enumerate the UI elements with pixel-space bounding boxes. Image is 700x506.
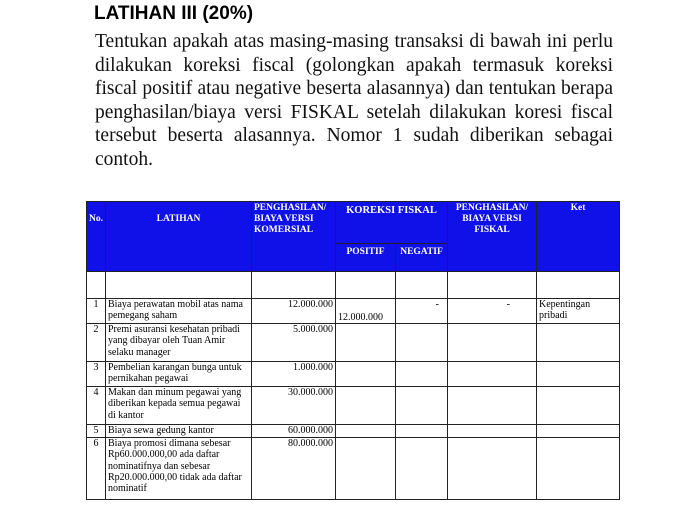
col-header-komersial: PENGHASILAN/ BIAYA VERSI KOMERSIAL [252, 202, 336, 272]
row-ket [537, 362, 620, 387]
row-positif [336, 362, 396, 387]
table-blank-row [87, 272, 620, 299]
row-negatif: - [396, 299, 448, 324]
row-fiskal [448, 324, 537, 362]
col-header-latihan: LATIHAN [106, 202, 252, 272]
row-fiskal [448, 425, 537, 438]
row-negatif [396, 425, 448, 438]
col-header-fiskal: PENGHASILAN/ BIAYA VERSI FISKAL [448, 202, 537, 272]
row-negatif [396, 387, 448, 425]
table-row [87, 425, 620, 438]
row-latihan: Premi asuransi kesehatan pribadi yang dibayar oleh Tuan Amir selaku manager [106, 324, 252, 362]
table-row [87, 299, 620, 324]
row-ket: Kepentingan pribadi [537, 299, 620, 324]
instruction-paragraph: Tentukan apakah atas masing-masing transaksi di bawah ini perlu dilakukan koreksi fiscal (golongkan apakah termasuk koreksi fiscal positif atau negative beserta alasannya) dan tentukan berapa penghasilan/biaya versi FISKAL setelah dilakukan koresi fiscal tersebut beserta alasannya. Nomor 1 sudah diberikan sebagai contoh. [95, 31, 613, 170]
row-komersial: 30.000.000 [252, 387, 336, 425]
row-ket [537, 387, 620, 425]
row-komersial: 80.000.000 [252, 438, 336, 500]
table-row [87, 362, 620, 387]
col-header-no: No. [87, 202, 106, 272]
row-latihan: Makan dan minum pegawai yang diberikan kepada semua pegawai di kantor [106, 387, 252, 425]
row-komersial: 60.000.000 [252, 425, 336, 438]
row-no: 1 [87, 299, 106, 324]
row-positif: 12.000.000 [336, 299, 396, 324]
row-fiskal: - [448, 299, 537, 324]
row-ket [537, 438, 620, 500]
row-no: 2 [87, 324, 106, 362]
row-komersial: 12.000.000 [252, 299, 336, 324]
row-latihan: Pembelian karangan bunga untuk pernikahan pegawai [106, 362, 252, 387]
table-row [87, 387, 620, 425]
col-header-koreksi: KOREKSI FISKAL [336, 202, 448, 244]
row-positif [336, 324, 396, 362]
row-komersial: 5.000.000 [252, 324, 336, 362]
row-latihan: Biaya sewa gedung kantor [106, 425, 252, 438]
col-header-negatif: NEGATIF [396, 244, 448, 272]
row-negatif [396, 362, 448, 387]
exercise-heading: LATIHAN III (20%) [94, 3, 254, 24]
row-negatif [396, 324, 448, 362]
exercise-table [86, 201, 620, 500]
row-latihan: Biaya perawatan mobil atas nama pemegang saham [106, 299, 252, 324]
row-komersial: 1.000.000 [252, 362, 336, 387]
row-positif [336, 387, 396, 425]
row-no: 6 [87, 438, 106, 500]
row-fiskal [448, 438, 537, 500]
table-row [87, 438, 620, 500]
row-ket [537, 425, 620, 438]
row-no: 4 [87, 387, 106, 425]
row-positif [336, 425, 396, 438]
row-no: 3 [87, 362, 106, 387]
row-fiskal [448, 362, 537, 387]
row-positif [336, 438, 396, 500]
col-header-ket: Ket [537, 202, 620, 272]
row-latihan: Biaya promosi dimana sebesar Rp60.000.000,00 ada daftar nominatifnya dan sebesar Rp20.000.000,00 tidak ada daftar nominatif [106, 438, 252, 500]
col-header-positif: POSITIF [336, 244, 396, 272]
row-ket [537, 324, 620, 362]
row-no: 5 [87, 425, 106, 438]
table-row [87, 324, 620, 362]
table-header-row [87, 202, 620, 244]
row-fiskal [448, 387, 537, 425]
row-negatif [396, 438, 448, 500]
